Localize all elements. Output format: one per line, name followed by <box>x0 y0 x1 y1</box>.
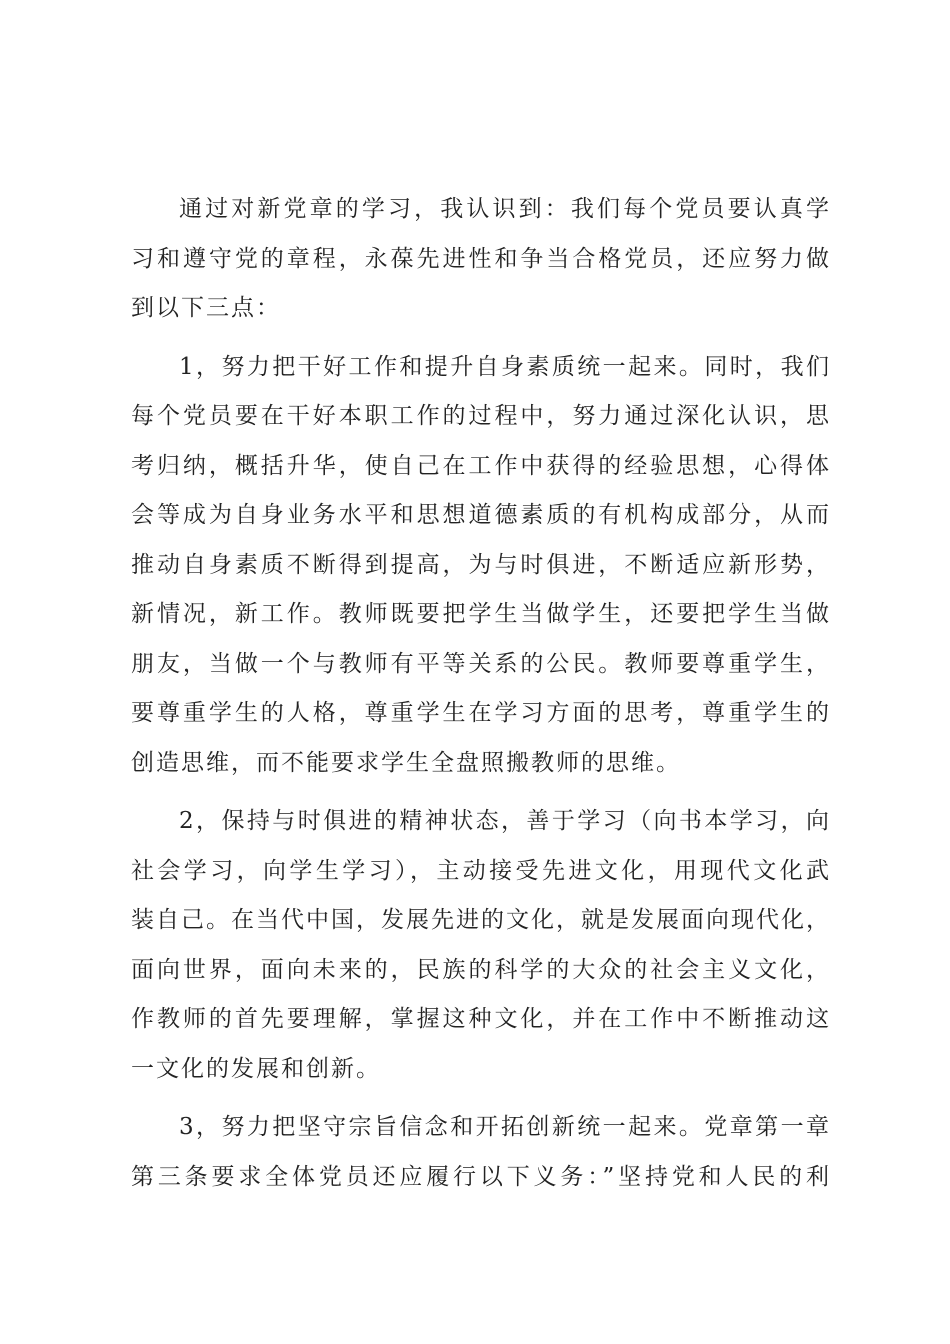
text-line: 每个党员要在干好本职工作的过程中，努力通过深化认识，思 <box>131 403 831 429</box>
text-line: 一文化的发展和创新。 <box>131 1055 381 1082</box>
text-line: 推动自身素质不断得到提高，为与时俱进，不断适应新形势， <box>131 551 831 578</box>
paragraph-intro <box>131 185 831 334</box>
text-line: 1，努力把干好工作和提升自身素质统一起来。同时，我们 <box>179 353 831 380</box>
text-line: 第三条要求全体党员还应履行以下义务：”坚持党和人民的利 <box>131 1163 831 1190</box>
text-line: 社会学习，向学生学习），主动接受先进文化，用现代文化武 <box>131 857 831 884</box>
text-line: 考归纳，概括升华，使自己在工作中获得的经验思想，心得体 <box>131 452 831 479</box>
text-line: 3，努力把坚守宗旨信念和开拓创新统一起来。党章第一章 <box>179 1114 831 1140</box>
text-line: 装自己。在当代中国，发展先进的文化，就是发展面向现代化， <box>131 907 831 933</box>
text-line: 习和遵守党的章程，永葆先进性和争当合格党员，还应努力做 <box>131 245 831 272</box>
paragraph-point-2 <box>131 797 831 1094</box>
text-line: 创造思维，而不能要求学生全盘照搬教师的思维。 <box>131 749 681 776</box>
text-line: 新情况，新工作。教师既要把学生当做学生，还要把学生当做 <box>131 601 831 627</box>
text-line: 2，保持与时俱进的精神状态，善于学习（向书本学习，向 <box>179 808 831 834</box>
text-line: 朋友，当做一个与教师有平等关系的公民。教师要尊重学生， <box>131 650 831 677</box>
text-line: 面向世界，面向未来的，民族的科学的大众的社会主义文化， <box>131 956 831 983</box>
text-line: 作教师的首先要理解，掌握这种文化，并在工作中不断推动这 <box>131 1006 831 1032</box>
text-line: 到以下三点： <box>131 295 281 321</box>
text-line: 通过对新党章的学习，我认识到：我们每个党员要认真学 <box>179 196 831 222</box>
text-line: 要尊重学生的人格，尊重学生在学习方面的思考，尊重学生的 <box>131 700 831 726</box>
document-body <box>131 185 831 1211</box>
text-line: 会等成为自身业务水平和思想道德素质的有机构成部分，从而 <box>131 502 831 528</box>
paragraph-point-1 <box>131 343 831 789</box>
paragraph-point-3 <box>131 1103 831 1202</box>
